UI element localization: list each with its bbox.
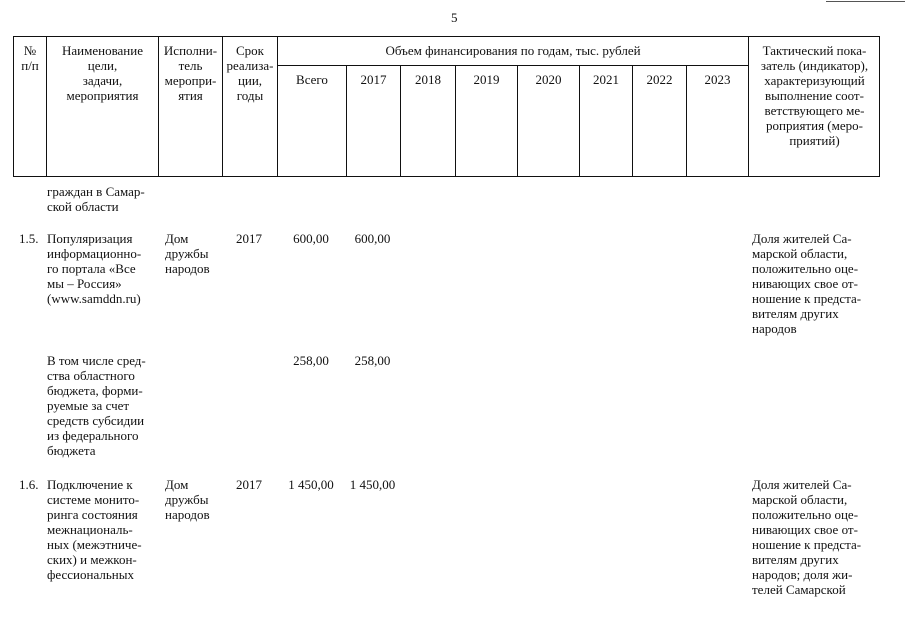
header-funding: Объем финансирования по годам, тыс. рублей [385, 43, 641, 58]
row-1-5-subtotal-total: 258,00 [293, 353, 329, 368]
header-executor: Исполни- тель меропри- ятия [163, 43, 218, 103]
row-1-5-2017: 600,00 [354, 231, 391, 246]
row-1-6-num: 1.6. [19, 477, 39, 492]
header-name: Наименование цели, задачи, мероприятия [62, 43, 143, 103]
row-1-5-term: 2017 [236, 231, 262, 246]
header-indicator: Тактический пока- затель (индикатор), характеризующий выполнение соот- ветствующего ме- роприятия (меро- приятий) [760, 43, 869, 148]
header-year-2019: 2019 [473, 72, 500, 87]
row-1-5-executor: Дом дружбы народов [165, 231, 210, 276]
row-1-6-total: 1 450,00 [288, 477, 334, 492]
row-1-5-subtotal-2017: 258,00 [354, 353, 391, 368]
row-1-6-term: 2017 [236, 477, 262, 492]
row-1-5-total: 600,00 [293, 231, 329, 246]
row-1-5-subtotal-name: В том числе сред- ства областного бюджета, форми- руемые за счет средств субсидии из федерального бюджета [47, 353, 146, 458]
header-year-2020: 2020 [535, 72, 562, 87]
row-1-6-2017: 1 450,00 [349, 477, 396, 492]
row-1-5-name: Популяризация информационно- го портала «Все мы – Россия» (www.samddn.ru) [47, 231, 142, 306]
continuation-text: граждан в Самар- ской области [47, 184, 145, 214]
header-num: № п/п [21, 43, 39, 73]
header-term: Срок реализа- ции, годы [226, 43, 274, 103]
row-1-5-indicator: Доля жителей Са- марской области, положительно оце- нивающих свое от- ношение к предста- вителям других народов [752, 231, 862, 336]
page-number: 5 [451, 10, 458, 25]
row-1-6-name: Подключение к системе монито- ринга состояния межнациональ- ных (межэтниче- ских) и межкон- фессиональных [47, 477, 142, 582]
row-1-5-num: 1.5. [19, 231, 39, 246]
header-year-2022: 2022 [646, 72, 673, 87]
header-year-2023: 2023 [704, 72, 731, 87]
funding-subheader-line [278, 65, 748, 66]
header-year-2021: 2021 [593, 72, 619, 87]
header-total: Всего [296, 72, 328, 87]
header-year-2017: 2017 [360, 72, 387, 87]
row-1-6-executor: Дом дружбы народов [165, 477, 210, 522]
table-header [13, 36, 880, 177]
top-right-rule [826, 1, 905, 2]
header-year-2018: 2018 [415, 72, 441, 87]
row-1-6-indicator: Доля жителей Са- марской области, положительно оце- нивающих свое от- ношение к предста- вителям других народов; доля жи- телей Самарской [752, 477, 862, 597]
